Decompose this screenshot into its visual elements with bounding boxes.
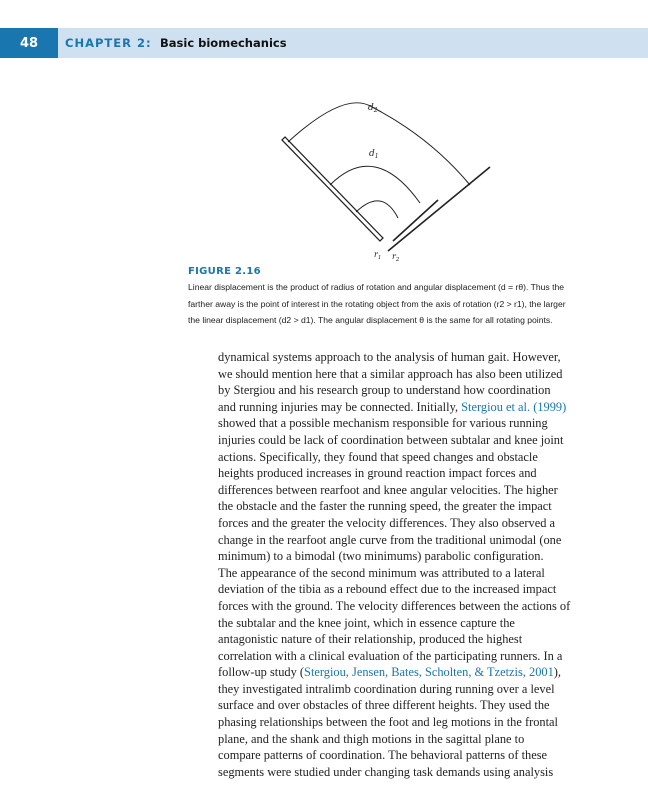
body-line <box>218 515 598 532</box>
label-d1: $d_1$ <box>369 149 379 160</box>
body-line-text: we should mention here that a similar approach has also been utilized <box>218 366 563 381</box>
body-line <box>218 532 598 549</box>
body-line-text: correlation with a clinical evaluation of the participating runners. In a <box>218 648 563 663</box>
body-line-text: deviation of the tibia as a rebound effect due to the increased impact <box>218 582 557 597</box>
body-line <box>218 465 598 482</box>
body-line-text: they investigated intralimb coordination during running over a level <box>218 681 555 696</box>
citation-link[interactable]: Stergiou, Jensen, Bates, Scholten, & Tzetzis, 2001 <box>304 665 554 680</box>
body-line-text: antagonistic nature of their relationship, produced the highest <box>218 632 523 647</box>
body-line <box>218 681 598 698</box>
body-line-text: segments were studied under changing task demands using analysis <box>218 764 554 779</box>
chapter-title: Basic biomechanics <box>160 36 287 50</box>
body-line <box>218 598 598 615</box>
body-line-text: surface and over obstacles of three different heights. They used the <box>218 698 550 713</box>
body-line <box>218 482 598 499</box>
body-line <box>218 631 598 648</box>
figure-caption <box>188 280 608 330</box>
body-line <box>218 548 598 565</box>
page-number: 48 <box>0 28 58 58</box>
rotation-diagram <box>270 95 500 265</box>
body-line-text: by Stergiou and his research group to understand how coordination <box>218 383 551 398</box>
body-line <box>218 731 598 748</box>
body-line <box>218 747 598 764</box>
body-line-text: follow-up study ( <box>218 665 305 680</box>
label-d2: $d_2$ <box>368 103 378 114</box>
body-line <box>218 714 598 731</box>
body-line <box>218 349 598 366</box>
figure-label: FIGURE 2.16 <box>188 266 261 277</box>
body-line <box>218 449 598 466</box>
body-line-text: showed that a possible mechanism responsible for various running <box>218 416 548 431</box>
body-line-text: injuries could be lack of coordination between subtalar and knee joint <box>218 432 564 447</box>
body-line <box>218 366 598 383</box>
chapter-label: CHAPTER 2: <box>65 36 152 50</box>
body-line-text: differences between rearfoot and knee angular velocities. The higher <box>218 482 558 497</box>
body-line-text: forces and the greater the velocity differences. They also observed a <box>218 515 556 530</box>
body-line <box>218 697 598 714</box>
right-line-r2 <box>388 167 490 251</box>
body-line <box>218 382 598 399</box>
body-line-text: ), <box>553 665 562 680</box>
body-line <box>218 664 598 681</box>
body-line <box>218 432 598 449</box>
label-r1: $r_1$ <box>374 250 382 261</box>
body-text <box>218 349 598 780</box>
body-line <box>218 615 598 632</box>
body-line-text: dynamical systems approach to the analysis of human gait. However, <box>218 350 561 364</box>
body-line-text: compare patterns of coordination. The behavioral patterns of these <box>218 748 548 763</box>
body-line-text: the subtalar and the knee joint, which in essence capture the <box>218 615 515 630</box>
label-r2: $r_2$ <box>392 252 400 263</box>
caption-line: Linear displacement is the product of radius of rotation and angular displacement (d = rθ). Thus the <box>188 282 565 292</box>
body-line-text: minimum) to a bimodal (two minimums) parabolic configuration. <box>218 549 544 564</box>
body-line <box>218 399 598 416</box>
caption-line: the linear displacement (d2 > d1). The angular displacement θ is the same for all rotating points. <box>188 315 553 326</box>
body-line <box>218 498 598 515</box>
body-line <box>218 415 598 432</box>
body-line-text: actions. Specifically, they found that speed changes and obstacle <box>218 449 538 464</box>
body-line <box>218 581 598 598</box>
arc-small <box>356 201 398 218</box>
caption-line: farther away is the point of interest in the rotating object from the axis of rotation (r2 > r1), the larger <box>188 298 566 309</box>
body-line-text: change in the rearfoot angle curve from the traditional unimodal (one <box>218 532 562 547</box>
body-line <box>218 565 598 582</box>
running-header <box>0 28 648 58</box>
body-line-text: The appearance of the second minimum was attributed to a lateral <box>218 565 545 580</box>
body-line-text: the obstacle and the faster the running speed, the greater the impact <box>218 499 552 514</box>
body-line-text: plane, and the shank and thigh motions in the sagittal plane to <box>218 731 525 746</box>
body-line-text: and running injuries may be connected. Initially, <box>218 399 462 414</box>
body-line-text: phasing relationships between the foot and leg motions in the frontal <box>218 715 558 730</box>
body-line-text: heights produced increases in ground reaction impact forces and <box>218 466 537 481</box>
body-line-text: forces with the ground. The velocity differences between the actions of <box>218 598 571 613</box>
left-rotating-bar <box>285 140 380 238</box>
body-line <box>218 764 598 781</box>
citation-link[interactable]: Stergiou et al. (1999) <box>461 399 567 414</box>
body-line <box>218 648 598 665</box>
right-line-r1 <box>393 200 438 241</box>
